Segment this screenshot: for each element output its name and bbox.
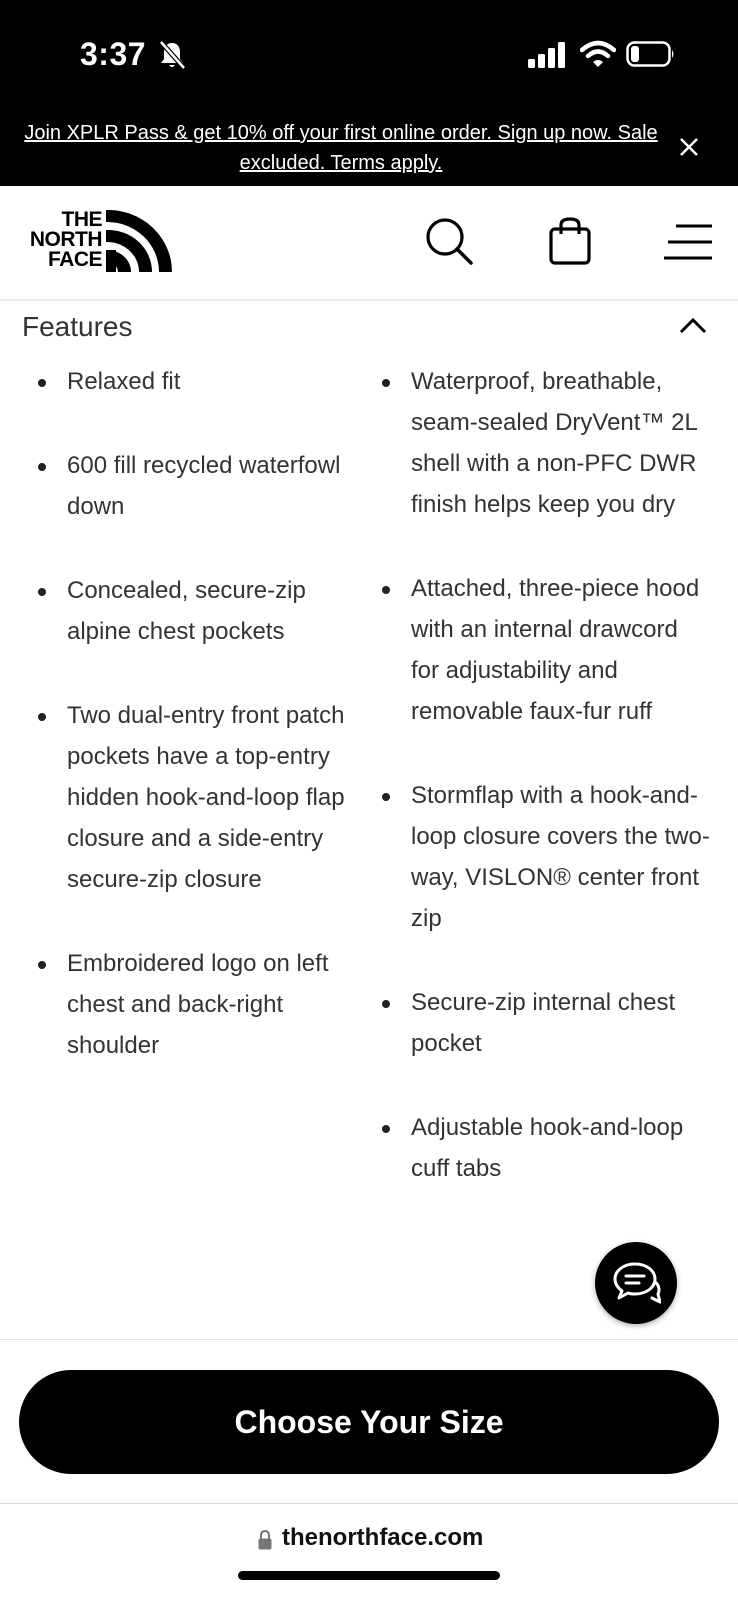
feature-item: Embroidered logo on left chest and back-right shoulder <box>36 943 356 1066</box>
url-text[interactable]: thenorthface.com <box>282 1524 484 1551</box>
chat-bubbles-icon <box>611 1260 661 1306</box>
feature-item: 600 fill recycled waterfowl down <box>36 445 356 527</box>
home-indicator[interactable] <box>238 1571 500 1580</box>
feature-item: Waterproof, breathable, seam-sealed DryVent™ 2L shell with a non-PFC DWR finish helps keep you dry <box>380 361 710 525</box>
chevron-up-icon[interactable] <box>676 311 710 341</box>
site-header <box>0 186 738 299</box>
promo-link[interactable]: Join XPLR Pass & get 10% off your first online order. Sign up now. Sale excluded. Terms apply. <box>24 122 658 174</box>
features-list-right <box>380 361 710 1232</box>
hamburger-menu-icon[interactable] <box>662 222 714 262</box>
choose-size-button[interactable]: Choose Your Size <box>19 1370 719 1474</box>
section-divider <box>0 299 738 301</box>
search-icon[interactable] <box>424 216 476 268</box>
shopping-bag-icon[interactable] <box>548 216 592 266</box>
feature-item: Adjustable hook-and-loop cuff tabs <box>380 1107 710 1189</box>
feature-item: Concealed, secure-zip alpine chest pockets <box>36 570 356 652</box>
sticky-cta-bar <box>0 1339 738 1503</box>
wifi-icon <box>580 40 616 68</box>
promo-banner <box>0 108 738 186</box>
lock-icon <box>258 1530 272 1550</box>
product-features-section <box>0 299 738 1339</box>
logo-line-1: THE <box>61 208 102 231</box>
chat-button[interactable] <box>595 1242 677 1324</box>
status-bar <box>0 0 738 108</box>
logo-line-3: FACE <box>47 248 102 271</box>
feature-item: Stormflap with a hook-and-loop closure covers the two-way, VISLON® center front zip <box>380 775 710 939</box>
features-accordion-title[interactable]: Features <box>22 311 133 342</box>
logo-wordmark <box>18 210 102 270</box>
half-dome-logo-icon <box>100 210 174 272</box>
close-icon[interactable] <box>676 134 702 160</box>
status-time: 3:37 <box>80 36 147 72</box>
feature-item: Attached, three-piece hood with an internal drawcord for adjustability and removable faux-fur ruff <box>380 568 710 732</box>
battery-icon <box>626 41 676 67</box>
bell-muted-icon <box>158 40 186 70</box>
logo-line-2: NORTH <box>29 228 102 251</box>
feature-item: Secure-zip internal chest pocket <box>380 982 710 1064</box>
cellular-signal-icon <box>528 42 566 68</box>
features-list-left <box>36 361 356 1109</box>
feature-item: Relaxed fit <box>36 361 356 402</box>
brand-logo[interactable] <box>18 210 158 272</box>
feature-item: Two dual-entry front patch pockets have a top-entry hidden hook-and-loop flap closure and a side-entry secure-zip closure <box>36 695 356 900</box>
browser-url-bar[interactable] <box>0 1503 738 1600</box>
